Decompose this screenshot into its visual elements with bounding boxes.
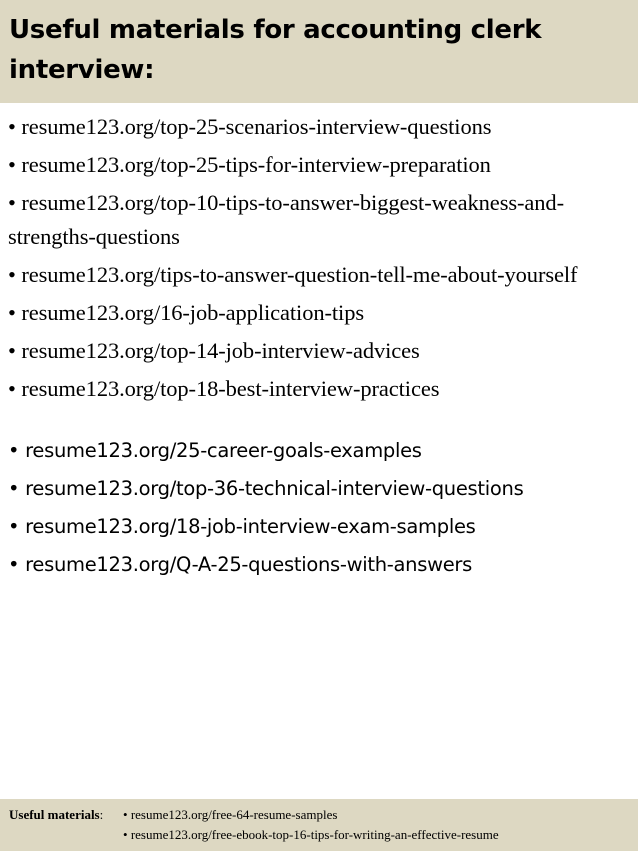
resource-link[interactable]: resume123.org/top-14-job-interview-advices [21,338,420,363]
list-item [8,546,630,584]
bullet-marker: • [123,807,128,822]
footer-banner [0,799,638,851]
resource-link[interactable]: resume123.org/25-career-goals-examples [25,439,422,462]
bullet-marker: • [8,114,16,139]
footer-label [9,805,103,825]
footer-list-item [123,825,499,845]
resource-link[interactable]: resume123.org/tips-to-answer-question-tell-me-about-yourself [21,262,578,287]
resource-link[interactable]: resume123.org/top-25-tips-for-interview-preparation [21,152,491,177]
bullet-marker: • [8,338,16,363]
resource-list-sans [8,432,630,584]
footer-link-list [123,805,499,845]
list-item [8,432,630,470]
list-item [8,372,630,406]
footer-list-item [123,805,499,825]
list-item [8,470,630,508]
resource-link[interactable]: resume123.org/top-36-technical-interview-questions [25,477,524,500]
footer-label-separator: : [99,807,104,822]
bullet-marker: • [8,300,16,325]
resource-link[interactable]: resume123.org/Q-A-25-questions-with-answers [25,553,473,576]
bullet-marker: • [8,376,16,401]
resource-list-serif [8,110,630,406]
list-item [8,334,630,368]
title-banner [0,0,638,103]
bullet-marker: • [8,515,20,538]
bullet-marker: • [8,439,20,462]
bullet-marker: • [8,190,16,215]
list-item [8,110,630,144]
page-title: Useful materials for accounting clerk interview: [9,15,542,85]
resource-link[interactable]: resume123.org/16-job-application-tips [21,300,365,325]
resource-link[interactable]: resume123.org/18-job-interview-exam-samples [25,515,476,538]
bullet-marker: • [8,553,20,576]
bullet-marker: • [8,262,16,287]
bullet-marker: • [8,152,16,177]
footer-link[interactable]: resume123.org/free-64-resume-samples [130,807,338,822]
list-item [8,508,630,546]
list-item [8,296,630,330]
resource-link[interactable]: resume123.org/top-18-best-interview-practices [21,376,440,401]
bullet-marker: • [123,827,128,842]
footer-label-text: Useful materials [9,807,100,822]
resource-link[interactable]: resume123.org/top-10-tips-to-answer-biggest-weakness-and-strengths-questions [8,190,564,249]
bullet-marker: • [8,477,20,500]
list-item [8,186,630,254]
footer-link[interactable]: resume123.org/free-ebook-top-16-tips-for-writing-an-effective-resume [130,827,499,842]
list-item [8,258,630,292]
resource-link[interactable]: resume123.org/top-25-scenarios-interview-questions [21,114,492,139]
list-item [8,148,630,182]
